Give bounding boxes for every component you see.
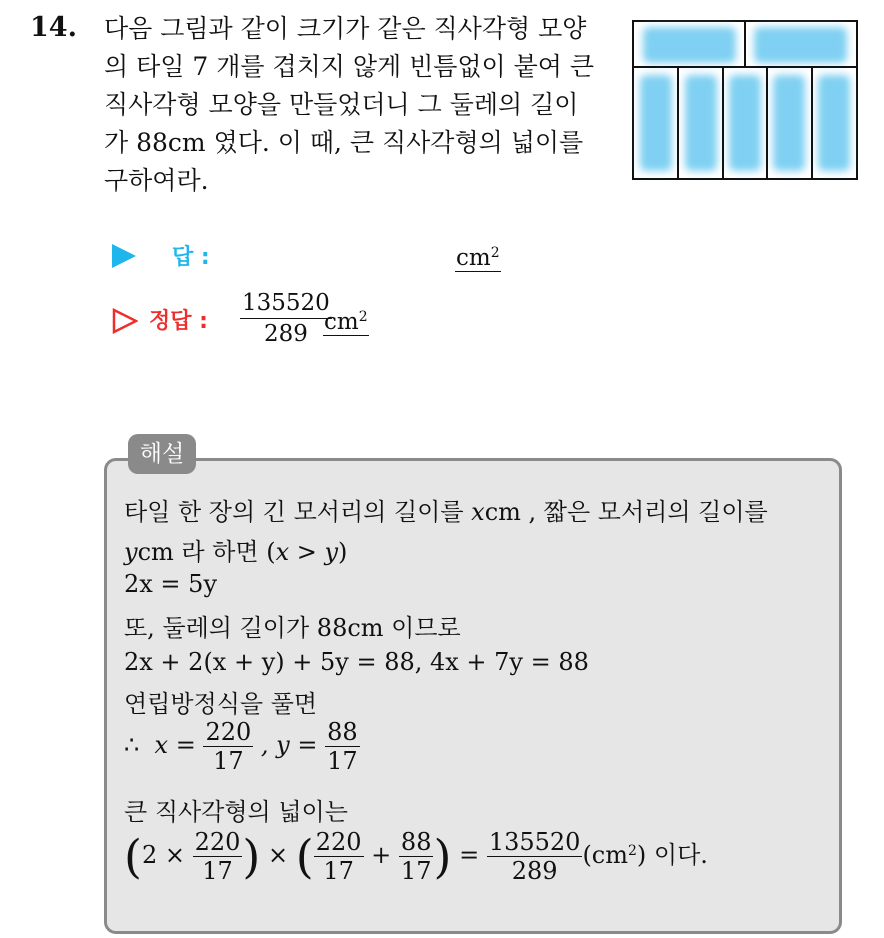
question-line: 직사각형 모양을 만들었더니 그 둘레의 길이 <box>104 90 579 119</box>
tile-divider <box>744 22 746 67</box>
vertical-tile <box>767 68 811 178</box>
condition: x > y <box>275 538 339 566</box>
x-denominator: 17 <box>213 747 244 775</box>
solution-text: 타일 한 장의 긴 모서리의 길이를 <box>124 498 472 526</box>
area-denominator: 17 <box>323 857 354 885</box>
area-numerator: 220 <box>194 828 241 856</box>
key-unit-exponent: 2 <box>358 309 368 325</box>
horizontal-tile <box>745 22 856 67</box>
x-equals: x = <box>154 731 196 759</box>
answer-label: 답 : <box>172 245 210 270</box>
area-unit-exponent: 2 <box>628 843 637 859</box>
plus-symbol: + <box>371 841 392 869</box>
var-x: x <box>471 498 485 526</box>
tile-divider <box>722 68 724 180</box>
vertical-tile <box>723 68 767 178</box>
times-symbol: × <box>268 841 289 869</box>
area-two: 2 × <box>141 841 185 869</box>
question-line: 가 88cm 였다. 이 때, 큰 직사각형의 넓이를 <box>104 128 584 157</box>
solution-line: 또, 둘레의 길이가 88cm 이므로 <box>124 614 461 642</box>
solution-line: 2x = 5y <box>124 570 217 598</box>
area-result-denominator: 289 <box>511 857 558 885</box>
area-numerator: 220 <box>315 828 362 856</box>
solution-line-therefore <box>124 718 360 775</box>
tile-divider <box>677 68 679 180</box>
question-number: 14. <box>30 12 77 43</box>
vertical-tile <box>678 68 722 178</box>
area-result-numerator: 135520 <box>488 828 581 856</box>
question-line: 다음 그림과 같이 크기가 같은 직사각형 모양 <box>104 14 587 43</box>
equals-symbol: = <box>459 841 480 869</box>
solution-area-line: (2 × $\frac{220}{17}$ ) × ( $\frac{220}{17}$ + $\frac{88}{17}$ ) = $\frac{135520}{289}$ $(cm^2)$ 이다. <box>124 828 708 885</box>
x-numerator: 220 <box>205 718 252 746</box>
var-y: y <box>124 538 138 566</box>
tile-figure <box>632 20 858 180</box>
area-denominator: 17 <box>202 857 233 885</box>
vertical-tile <box>812 68 856 178</box>
answer-arrow-icon <box>112 244 136 268</box>
key-arrow-icon <box>112 308 138 334</box>
therefore-symbol: ∴ <box>124 731 140 759</box>
answer-unit: cm <box>456 245 491 271</box>
solution-line: 2x + 2(x + y) + 5y = 88, 4x + 7y = 88 <box>124 648 589 676</box>
key-fraction <box>240 288 332 349</box>
area-numerator: 88 <box>400 828 432 856</box>
solution-line: 연립방정식을 풀면 <box>124 690 318 718</box>
answer-blank[interactable] <box>455 240 501 272</box>
y-denominator: 17 <box>327 747 358 775</box>
vertical-tile <box>634 68 678 178</box>
horizontal-tile <box>634 22 745 67</box>
y-numerator: 88 <box>327 718 358 746</box>
tile-divider <box>766 68 768 180</box>
solution-line <box>124 492 768 527</box>
key-unit-wrap <box>323 304 369 336</box>
key-numerator: 135520 <box>240 288 332 319</box>
answer-unit-exponent: 2 <box>490 245 500 261</box>
question-line: 의 타일 7 개를 겹치지 않게 빈틈없이 붙여 큰 <box>104 52 595 81</box>
key-label: 정답 : <box>149 309 208 334</box>
question-line: 구하여라. <box>104 166 209 195</box>
area-unit: (cm <box>582 841 628 869</box>
area-denominator: 17 <box>400 857 432 885</box>
solution-line <box>124 532 347 567</box>
area-tail: ) 이다. <box>636 841 708 869</box>
y-equals: , y = <box>260 731 318 759</box>
solution-text: ) <box>338 538 348 566</box>
solution-tab: 해설 <box>128 434 196 474</box>
solution-line: 큰 직사각형의 넓이는 <box>124 798 348 826</box>
solution-text: cm , 짧은 모서리의 길이를 <box>484 498 768 526</box>
key-unit: cm <box>324 309 359 335</box>
solution-text: cm 라 하면 ( <box>137 538 276 566</box>
tile-divider <box>811 68 813 180</box>
question-text <box>104 10 614 200</box>
key-denominator: 289 <box>263 321 308 347</box>
